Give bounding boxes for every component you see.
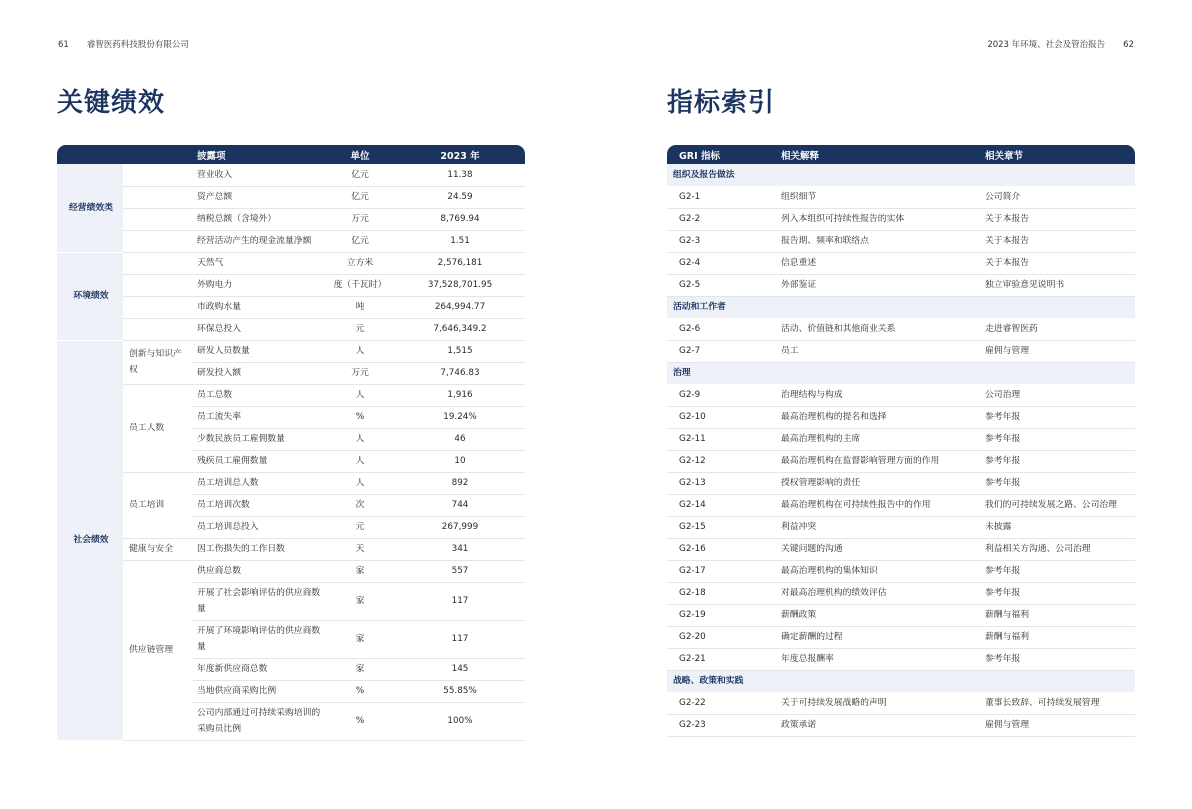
category-economic: 经营绩效类 — [57, 164, 123, 252]
value-cell: 10 — [395, 450, 525, 472]
unit-cell: % — [325, 702, 395, 740]
value-cell: 46 — [395, 428, 525, 450]
col-gri-indicator: GRI 指标 — [667, 145, 775, 164]
unit-cell: 人 — [325, 340, 395, 362]
table-row — [667, 604, 1135, 626]
table-row — [57, 230, 525, 252]
table-row — [667, 538, 1135, 560]
section-title: 治理 — [667, 362, 1135, 384]
gri-code-cell: G2-12 — [667, 450, 775, 472]
table-row — [57, 538, 525, 560]
gri-code-cell: G2-20 — [667, 626, 775, 648]
col-chapter: 相关章节 — [979, 145, 1135, 164]
explanation-cell: 外部鉴证 — [775, 274, 979, 296]
chapter-cell: 董事长致辞、可持续发展管理 — [979, 692, 1135, 714]
unit-cell: 元 — [325, 318, 395, 340]
value-cell: 37,528,701.95 — [395, 274, 525, 296]
gri-table-body — [667, 164, 1135, 736]
category-social: 社会绩效 — [57, 340, 123, 740]
explanation-cell: 关键问题的沟通 — [775, 538, 979, 560]
item-cell: 外购电力 — [123, 274, 325, 296]
table-row — [57, 164, 525, 186]
chapter-cell: 雇佣与管理 — [979, 714, 1135, 736]
explanation-cell: 年度总报酬率 — [775, 648, 979, 670]
value-cell: 117 — [395, 582, 525, 620]
table-row — [57, 340, 525, 362]
gri-index-table — [667, 145, 1135, 737]
value-cell: 557 — [395, 560, 525, 582]
item-cell: 研发投入额 — [191, 362, 325, 384]
chapter-cell: 我们的可持续发展之路、公司治理 — [979, 494, 1135, 516]
chapter-cell: 关于本报告 — [979, 208, 1135, 230]
table-row — [667, 472, 1135, 494]
value-cell: 8,769.94 — [395, 208, 525, 230]
right-page-number: 62 — [1123, 40, 1134, 50]
chapter-cell: 参考年报 — [979, 472, 1135, 494]
gri-code-cell: G2-17 — [667, 560, 775, 582]
item-cell: 因工伤损失的工作日数 — [191, 538, 325, 560]
col-disclosure: 披露项 — [191, 145, 325, 164]
category-environment: 环境绩效 — [57, 252, 123, 340]
chapter-cell: 薪酬与福利 — [979, 626, 1135, 648]
explanation-cell: 信息重述 — [775, 252, 979, 274]
gri-code-cell: G2-15 — [667, 516, 775, 538]
section-row — [667, 296, 1135, 318]
gri-code-cell: G2-13 — [667, 472, 775, 494]
section-title: 活动和工作者 — [667, 296, 1135, 318]
table-row — [57, 384, 525, 406]
item-cell: 少数民族员工雇佣数量 — [191, 428, 325, 450]
value-cell: 7,746.83 — [395, 362, 525, 384]
unit-cell: 吨 — [325, 296, 395, 318]
value-cell: 7,646,349.2 — [395, 318, 525, 340]
item-cell: 员工总数 — [191, 384, 325, 406]
value-cell: 892 — [395, 472, 525, 494]
chapter-cell: 关于本报告 — [979, 230, 1135, 252]
gri-code-cell: G2-10 — [667, 406, 775, 428]
value-cell: 264,994.77 — [395, 296, 525, 318]
table-row — [57, 318, 525, 340]
right-page-header — [987, 38, 1134, 50]
item-cell: 开展了环境影响评估的供应商数量 — [191, 620, 325, 658]
report-name: 2023 年环境、社会及管治报告 — [987, 40, 1106, 50]
table-row — [667, 406, 1135, 428]
kpi-title: 关键绩效 — [57, 88, 166, 118]
subcategory-training: 员工培训 — [123, 472, 191, 538]
chapter-cell: 雇佣与管理 — [979, 340, 1135, 362]
gri-code-cell: G2-23 — [667, 714, 775, 736]
gri-code-cell: G2-9 — [667, 384, 775, 406]
item-cell: 天然气 — [123, 252, 325, 274]
table-row — [667, 428, 1135, 450]
table-row — [667, 274, 1135, 296]
item-cell: 纳税总额（含境外） — [123, 208, 325, 230]
table-row — [667, 516, 1135, 538]
unit-cell: 亿元 — [325, 186, 395, 208]
col-unit: 单位 — [325, 145, 395, 164]
chapter-cell: 参考年报 — [979, 582, 1135, 604]
table-row — [667, 692, 1135, 714]
chapter-cell: 参考年报 — [979, 406, 1135, 428]
unit-cell: 度（千瓦时） — [325, 274, 395, 296]
kpi-header-row — [57, 145, 525, 164]
item-cell: 市政购水量 — [123, 296, 325, 318]
col-year: 2023 年 — [395, 145, 525, 164]
explanation-cell: 对最高治理机构的绩效评估 — [775, 582, 979, 604]
gri-code-cell: G2-3 — [667, 230, 775, 252]
explanation-cell: 确定薪酬的过程 — [775, 626, 979, 648]
table-row — [667, 186, 1135, 208]
item-cell: 环保总投入 — [123, 318, 325, 340]
item-cell: 公司内部通过可持续采购培训的采购员比例 — [191, 702, 325, 740]
unit-cell: 天 — [325, 538, 395, 560]
company-name: 睿智医药科技股份有限公司 — [86, 40, 189, 50]
item-cell: 营业收入 — [123, 164, 325, 186]
unit-cell: 次 — [325, 494, 395, 516]
item-cell: 员工培训总投入 — [191, 516, 325, 538]
table-row — [57, 472, 525, 494]
subcategory-health-safety: 健康与安全 — [123, 538, 191, 560]
value-cell: 117 — [395, 620, 525, 658]
table-row — [57, 252, 525, 274]
explanation-cell: 最高治理机构在监督影响管理方面的作用 — [775, 450, 979, 472]
explanation-cell: 治理结构与构成 — [775, 384, 979, 406]
value-cell: 2,576,181 — [395, 252, 525, 274]
value-cell: 1,515 — [395, 340, 525, 362]
gri-code-cell: G2-14 — [667, 494, 775, 516]
chapter-cell: 公司治理 — [979, 384, 1135, 406]
table-row — [57, 560, 525, 582]
gri-code-cell: G2-19 — [667, 604, 775, 626]
section-row — [667, 670, 1135, 692]
unit-cell: 家 — [325, 582, 395, 620]
table-row — [667, 714, 1135, 736]
unit-cell: 人 — [325, 472, 395, 494]
table-row — [667, 208, 1135, 230]
chapter-cell: 利益相关方沟通、公司治理 — [979, 538, 1135, 560]
table-row — [667, 582, 1135, 604]
section-title: 战略、政策和实践 — [667, 670, 1135, 692]
explanation-cell: 组织细节 — [775, 186, 979, 208]
unit-cell: 亿元 — [325, 230, 395, 252]
table-row — [667, 450, 1135, 472]
value-cell: 1.51 — [395, 230, 525, 252]
item-cell: 员工流失率 — [191, 406, 325, 428]
item-cell: 残疾员工雇佣数量 — [191, 450, 325, 472]
item-cell: 供应商总数 — [191, 560, 325, 582]
item-cell: 研发人员数量 — [191, 340, 325, 362]
table-row — [667, 560, 1135, 582]
chapter-cell: 参考年报 — [979, 450, 1135, 472]
value-cell: 744 — [395, 494, 525, 516]
table-row — [667, 318, 1135, 340]
unit-cell: 家 — [325, 658, 395, 680]
section-row — [667, 362, 1135, 384]
explanation-cell: 授权管理影响的责任 — [775, 472, 979, 494]
gri-header-row — [667, 145, 1135, 164]
table-row — [667, 340, 1135, 362]
gri-code-cell: G2-7 — [667, 340, 775, 362]
section-title: 组织及报告做法 — [667, 164, 1135, 186]
chapter-cell: 薪酬与福利 — [979, 604, 1135, 626]
unit-cell: % — [325, 680, 395, 702]
value-cell: 145 — [395, 658, 525, 680]
gri-code-cell: G2-18 — [667, 582, 775, 604]
unit-cell: 立方米 — [325, 252, 395, 274]
chapter-cell: 参考年报 — [979, 648, 1135, 670]
gri-code-cell: G2-11 — [667, 428, 775, 450]
unit-cell: 亿元 — [325, 164, 395, 186]
explanation-cell: 活动、价值链和其他商业关系 — [775, 318, 979, 340]
table-row — [667, 230, 1135, 252]
value-cell: 24.59 — [395, 186, 525, 208]
explanation-cell: 列入本组织可持续性报告的实体 — [775, 208, 979, 230]
unit-cell: 人 — [325, 428, 395, 450]
item-cell: 员工培训次数 — [191, 494, 325, 516]
col-explanation: 相关解释 — [775, 145, 979, 164]
table-row — [667, 252, 1135, 274]
chapter-cell: 关于本报告 — [979, 252, 1135, 274]
value-cell: 100% — [395, 702, 525, 740]
explanation-cell: 最高治理机构的集体知识 — [775, 560, 979, 582]
item-cell: 当地供应商采购比例 — [191, 680, 325, 702]
value-cell: 55.85% — [395, 680, 525, 702]
value-cell: 341 — [395, 538, 525, 560]
table-row — [667, 384, 1135, 406]
item-cell: 员工培训总人数 — [191, 472, 325, 494]
table-row — [667, 626, 1135, 648]
value-cell: 11.38 — [395, 164, 525, 186]
table-row — [57, 296, 525, 318]
chapter-cell: 走进睿智医药 — [979, 318, 1135, 340]
value-cell: 1,916 — [395, 384, 525, 406]
section-row — [667, 164, 1135, 186]
gri-code-cell: G2-4 — [667, 252, 775, 274]
gri-code-cell: G2-22 — [667, 692, 775, 714]
item-cell: 经营活动产生的现金流量净额 — [123, 230, 325, 252]
explanation-cell: 员工 — [775, 340, 979, 362]
item-cell: 年度新供应商总数 — [191, 658, 325, 680]
explanation-cell: 薪酬政策 — [775, 604, 979, 626]
chapter-cell: 独立审验意见说明书 — [979, 274, 1135, 296]
value-cell: 267,999 — [395, 516, 525, 538]
gri-code-cell: G2-2 — [667, 208, 775, 230]
explanation-cell: 最高治理机构的主席 — [775, 428, 979, 450]
kpi-table — [57, 145, 525, 741]
item-cell: 资产总额 — [123, 186, 325, 208]
gri-code-cell: G2-16 — [667, 538, 775, 560]
table-row — [667, 648, 1135, 670]
explanation-cell: 报告期、频率和联络点 — [775, 230, 979, 252]
explanation-cell: 利益冲突 — [775, 516, 979, 538]
table-row — [57, 208, 525, 230]
item-cell: 开展了社会影响评估的供应商数量 — [191, 582, 325, 620]
chapter-cell: 参考年报 — [979, 560, 1135, 582]
subcategory-innovation: 创新与知识产权 — [123, 340, 191, 384]
explanation-cell: 关于可持续发展战略的声明 — [775, 692, 979, 714]
unit-cell: 人 — [325, 384, 395, 406]
gri-code-cell: G2-6 — [667, 318, 775, 340]
chapter-cell: 未披露 — [979, 516, 1135, 538]
unit-cell: 元 — [325, 516, 395, 538]
gri-index-title: 指标索引 — [667, 88, 776, 118]
chapter-cell: 公司简介 — [979, 186, 1135, 208]
unit-cell: 人 — [325, 450, 395, 472]
explanation-cell: 最高治理机构的提名和选择 — [775, 406, 979, 428]
table-row — [57, 186, 525, 208]
explanation-cell: 政策承诺 — [775, 714, 979, 736]
unit-cell: 万元 — [325, 362, 395, 384]
unit-cell: % — [325, 406, 395, 428]
gri-code-cell: G2-1 — [667, 186, 775, 208]
unit-cell: 家 — [325, 620, 395, 658]
unit-cell: 家 — [325, 560, 395, 582]
chapter-cell: 参考年报 — [979, 428, 1135, 450]
table-row — [57, 274, 525, 296]
value-cell: 19.24% — [395, 406, 525, 428]
unit-cell: 万元 — [325, 208, 395, 230]
table-row — [667, 494, 1135, 516]
gri-code-cell: G2-5 — [667, 274, 775, 296]
left-page-header — [58, 38, 189, 50]
gri-code-cell: G2-21 — [667, 648, 775, 670]
subcategory-staff: 员工人数 — [123, 384, 191, 472]
left-page-number: 61 — [58, 40, 69, 50]
subcategory-supply-chain: 供应链管理 — [123, 560, 191, 740]
explanation-cell: 最高治理机构在可持续性报告中的作用 — [775, 494, 979, 516]
